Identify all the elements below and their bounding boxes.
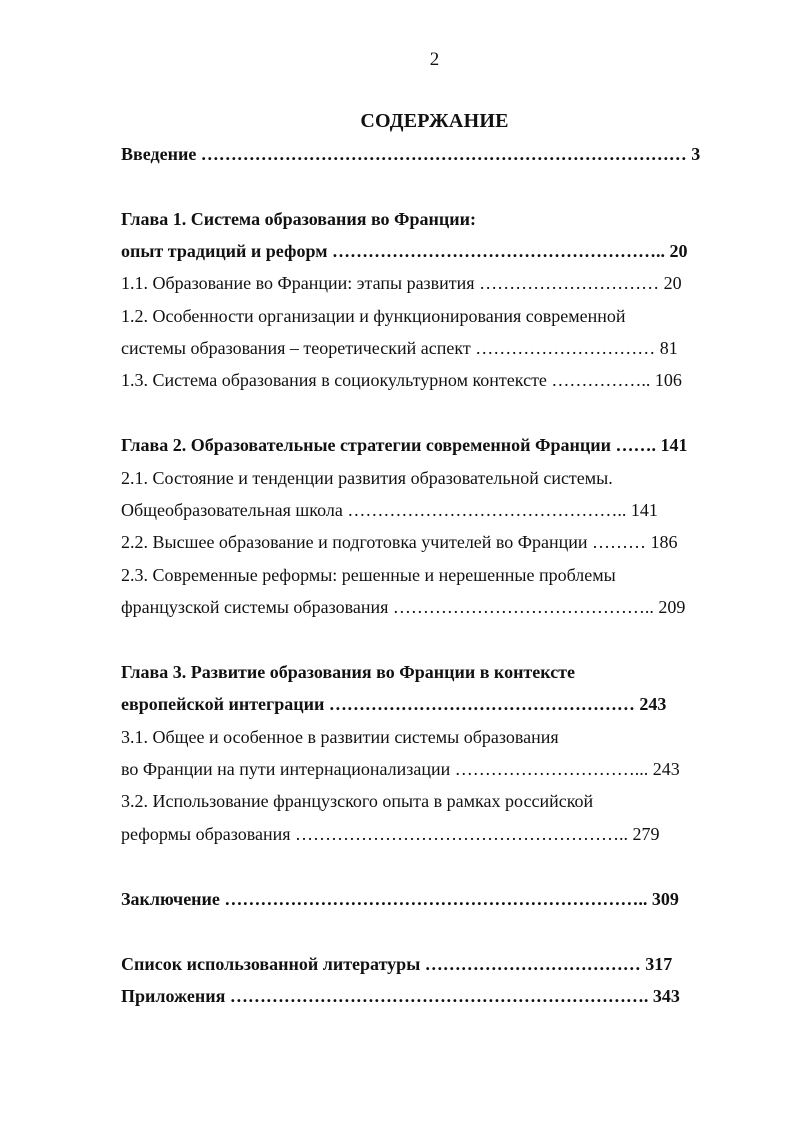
toc-entry-conclusion: Заключение …………………………………………………………….. 309: [121, 889, 679, 909]
toc-entry-bibliography: Список использованной литературы ……………………………… 317: [121, 954, 673, 974]
page-number: 2: [429, 49, 440, 70]
page-title: СОДЕРЖАНИЕ: [360, 110, 509, 132]
toc-entry-3-1-cont: во Франции на пути интернационализации …………………………... 243: [121, 759, 680, 779]
toc-entry-1-2: 1.2. Особенности организации и функционирования современной: [121, 306, 626, 326]
toc-entry-introduction: Введение ……………………………………………………………………… 3: [121, 144, 701, 164]
toc-entry-chapter-2: Глава 2. Образовательные стратегии современной Франции ……. 141: [121, 435, 688, 455]
toc-entry-2-3: 2.3. Современные реформы: решенные и нерешенные проблемы: [121, 565, 616, 585]
toc-entry-1-2-cont: системы образования – теоретический аспект ………………………… 81: [121, 338, 678, 358]
toc-entry-1-3: 1.3. Система образования в социокультурном контексте …………….. 106: [121, 370, 682, 390]
toc-entry-chapter-1-title-cont: опыт традиций и реформ ……………………………………………….. 20: [121, 241, 688, 261]
toc-entry-3-1: 3.1. Общее и особенное в развитии системы образования: [121, 727, 559, 747]
toc-entry-chapter-1-title: Глава 1. Система образования во Франции:: [121, 209, 477, 229]
toc-entry-2-3-cont: французской системы образования …………………………………….. 209: [121, 597, 686, 617]
toc-entry-chapter-3-title: Глава 3. Развитие образования во Франции в контексте: [121, 662, 576, 682]
toc-entry-2-2: 2.2. Высшее образование и подготовка учителей во Франции ……… 186: [121, 532, 678, 552]
toc-entry-2-1: 2.1. Состояние и тенденции развития образовательной системы.: [121, 468, 613, 488]
toc-entry-3-2: 3.2. Использование французского опыта в рамках российской: [121, 791, 594, 811]
toc-entry-chapter-3-title-cont: европейской интеграции …………………………………………… 243: [121, 694, 667, 714]
toc-entry-1-1: 1.1. Образование во Франции: этапы развития ………………………… 20: [121, 273, 682, 293]
toc-entry-3-2-cont: реформы образования ……………………………………………….. 279: [121, 824, 660, 844]
toc-entry-2-1-cont: Общеобразовательная школа ……………………………………….. 141: [121, 500, 658, 520]
toc-entry-appendices: Приложения ……………………………………………………………. 343: [121, 986, 680, 1006]
